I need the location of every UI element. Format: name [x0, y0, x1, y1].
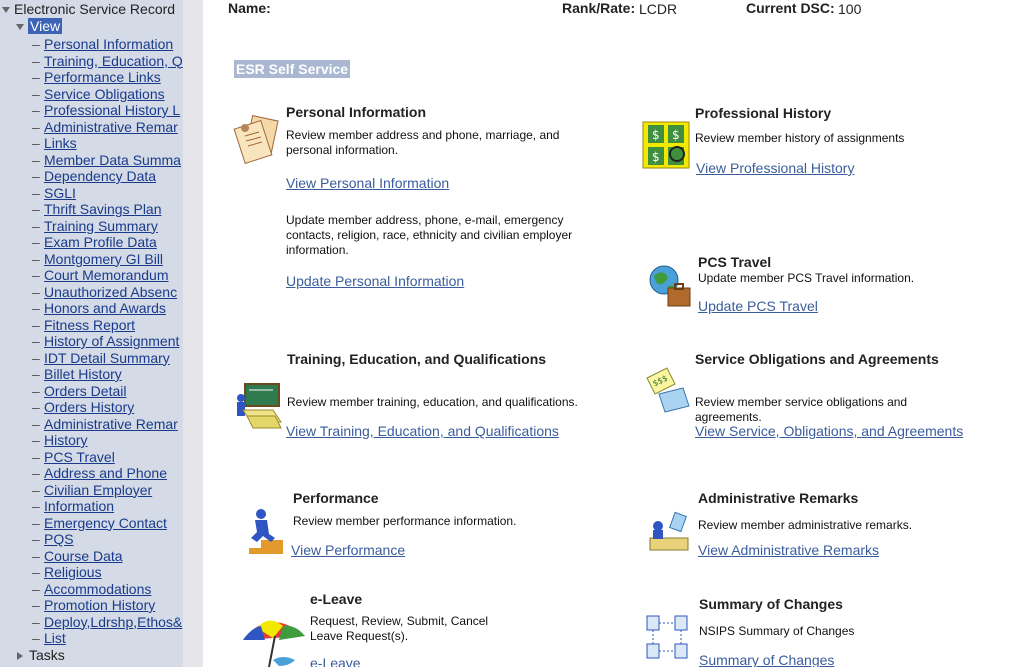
sidebar-item-link[interactable]: Billet History [44, 366, 122, 382]
sidebar-item-link[interactable]: IDT Detail Summary [44, 349, 170, 366]
update-pcs-travel-link[interactable]: Update PCS Travel [698, 298, 818, 314]
sidebar-item-link[interactable]: Training, Education, Q [44, 52, 183, 69]
rank-label: Rank/Rate: [562, 0, 636, 16]
e-leave-title: e-Leave [310, 591, 363, 607]
training-education-icon [233, 380, 283, 434]
svg-text:$$$: $$$ [651, 373, 670, 389]
sidebar-item[interactable] [32, 498, 183, 515]
sidebar-item[interactable] [32, 432, 183, 449]
sidebar-item-link[interactable]: Emergency Contact [44, 514, 167, 531]
sidebar-item[interactable] [32, 201, 183, 218]
service-obligations-description: Review member service obligations and agreements. [695, 395, 908, 424]
tree-node-tasks-label: Tasks [29, 647, 65, 663]
sidebar-item[interactable] [32, 168, 183, 185]
sidebar-item-link[interactable]: Exam Profile Data [44, 234, 157, 250]
sidebar-item-link[interactable]: Civilian Employer [44, 481, 153, 498]
administrative-remarks-description: Review member administrative remarks. [698, 518, 913, 532]
sidebar-item[interactable] [32, 383, 183, 400]
view-administrative-remarks-link[interactable]: View Administrative Remarks [698, 542, 880, 558]
svg-text:$: $ [652, 150, 660, 164]
sidebar-item-link[interactable]: Training Summary [44, 217, 158, 234]
sidebar-item-link[interactable]: Deploy,Ldrshp,Ethos& [44, 613, 183, 630]
sidebar-item-link[interactable]: Promotion History [44, 597, 156, 613]
sidebar-item-link[interactable]: Information [44, 498, 115, 514]
sidebar-item-link[interactable]: Links [44, 135, 77, 151]
sidebar-item[interactable] [32, 614, 183, 631]
summary-of-changes-description: NSIPS Summary of Changes [699, 624, 855, 638]
sidebar-item-link[interactable]: Orders Detail [44, 382, 127, 399]
expand-triangle-icon[interactable] [16, 24, 24, 30]
performance-climbing-figure-icon [243, 508, 285, 556]
sidebar-item-link[interactable]: List [44, 630, 66, 646]
update-personal-information-link[interactable]: Update Personal Information [286, 273, 465, 289]
sidebar-item[interactable] [32, 548, 183, 565]
sidebar-item-link[interactable]: Professional History L [44, 102, 181, 118]
pcs-travel-description: Update member PCS Travel information. [698, 271, 915, 285]
view-personal-information-link[interactable]: View Personal Information [286, 175, 450, 191]
sidebar-item-link[interactable]: Thrift Savings Plan [44, 201, 162, 217]
sidebar-item[interactable] [32, 218, 183, 235]
sidebar-item[interactable] [32, 416, 183, 433]
view-service-obligations-agreements-link[interactable]: View Service, Obligations, and Agreements [695, 423, 964, 439]
sidebar-item-link[interactable]: Religious [44, 564, 102, 580]
sidebar-item[interactable] [32, 300, 183, 317]
sidebar-item[interactable] [32, 36, 183, 53]
current-dsc-label: Current DSC: [746, 0, 835, 16]
sidebar-item[interactable] [32, 119, 183, 136]
page-title: ESR Self Service [236, 61, 349, 77]
expand-triangle-icon[interactable] [2, 7, 10, 13]
service-obligations-document-icon [643, 364, 693, 414]
sidebar-item[interactable] [32, 135, 183, 152]
main-content [203, 0, 1023, 667]
sidebar-item-link[interactable]: PQS [44, 531, 74, 547]
sidebar-item[interactable] [32, 515, 183, 532]
personal-info-title: Personal Information [286, 104, 427, 120]
sidebar-item-link[interactable]: Dependency Data [44, 168, 157, 184]
sidebar-item-link[interactable]: Unauthorized Absenc [44, 283, 178, 300]
tree-root-electronic-service-record[interactable] [2, 1, 175, 17]
tree-node-view[interactable] [16, 18, 62, 34]
personal-info-description: Review member address and phone, marriage, and personal information. [286, 128, 560, 157]
tree-root-label: Electronic Service Record [14, 1, 176, 17]
sidebar-item[interactable] [32, 317, 183, 334]
view-performance-link[interactable]: View Performance [291, 542, 406, 558]
sidebar-item-link[interactable]: Honors and Awards [44, 300, 166, 316]
sidebar-item[interactable] [32, 267, 183, 284]
sidebar-item[interactable] [32, 234, 183, 251]
professional-history-title: Professional History [695, 105, 832, 121]
pcs-travel-globe-luggage-icon [646, 262, 694, 310]
collapse-triangle-icon[interactable] [17, 652, 23, 660]
sidebar-item[interactable] [32, 564, 183, 581]
administrative-remarks-desk-icon [644, 508, 692, 556]
sidebar-item-link[interactable]: Performance Links [44, 69, 161, 85]
sidebar-link-list [32, 36, 183, 647]
performance-description: Review member performance information. [293, 514, 517, 528]
summary-of-changes-title: Summary of Changes [699, 596, 843, 612]
e-leave-link[interactable]: e-Leave [310, 655, 361, 667]
sidebar-item-link[interactable]: Court Memorandum [44, 267, 169, 283]
training-title: Training, Education, and Qualifications [287, 351, 547, 367]
sidebar-item-link[interactable]: History of Assignment [44, 333, 180, 349]
sidebar-item[interactable] [32, 152, 183, 169]
view-training-education-qualifications-link[interactable]: View Training, Education, and Qualifications [286, 423, 559, 439]
sidebar-item-link[interactable]: Administrative Remar [44, 118, 178, 135]
summary-of-changes-icon [643, 612, 691, 662]
sidebar-item[interactable] [32, 86, 183, 103]
e-leave-beach-umbrella-icon [239, 610, 311, 667]
sidebar-item[interactable] [32, 251, 183, 268]
sidebar-item[interactable] [32, 185, 183, 202]
sidebar-item-link[interactable]: Personal Information [44, 36, 174, 52]
professional-history-icon [641, 118, 691, 170]
sidebar-item-link[interactable]: Member Data Summa [44, 151, 181, 168]
sidebar-item[interactable] [32, 399, 183, 416]
sidebar-item[interactable] [32, 482, 183, 499]
sidebar-item-link[interactable]: Accommodations [44, 580, 152, 597]
sidebar-item-link[interactable]: Service Obligations [44, 85, 165, 102]
training-description: Review member training, education, and qualifications. [287, 395, 578, 409]
tree-node-view-label: View [30, 18, 61, 34]
current-dsc-value: 100 [838, 1, 862, 17]
sidebar-item-link[interactable]: SGLI [44, 184, 76, 201]
sidebar-navigation [0, 0, 183, 667]
sidebar-item-link[interactable]: History [44, 432, 88, 448]
sidebar-item-link[interactable]: Fitness Report [44, 316, 136, 333]
sidebar-item-link[interactable]: Administrative Remar [44, 415, 178, 432]
sidebar-item[interactable] [32, 53, 183, 70]
sidebar-item-link[interactable]: Montgomery GI Bill [44, 250, 164, 267]
sidebar-item[interactable] [32, 284, 183, 301]
tree-node-tasks[interactable] [17, 647, 65, 663]
sidebar-divider[interactable] [183, 0, 203, 667]
sidebar-item[interactable] [32, 597, 183, 614]
sidebar-item[interactable] [32, 581, 183, 598]
svg-text:$: $ [652, 128, 660, 142]
svg-text:$: $ [672, 128, 680, 142]
name-label: Name: [228, 0, 271, 16]
sidebar-item[interactable] [32, 449, 183, 466]
sidebar-item[interactable] [32, 69, 183, 86]
sidebar-item[interactable] [32, 366, 183, 383]
update-personal-info-description: Update member address, phone, e-mail, emergency contacts, religion, race, ethnicity and civilian employer information. [286, 213, 573, 257]
view-professional-history-link[interactable]: View Professional History [696, 160, 855, 176]
pcs-travel-title: PCS Travel [698, 254, 772, 270]
performance-title: Performance [293, 490, 379, 506]
sidebar-item-link[interactable]: Orders History [44, 399, 135, 415]
sidebar-item-link[interactable]: Course Data [44, 547, 123, 564]
professional-history-description: Review member history of assignments [695, 131, 905, 145]
e-leave-description: Request, Review, Submit, Cancel Leave Request(s). [310, 614, 489, 643]
sidebar-item[interactable] [32, 465, 183, 482]
sidebar-item[interactable] [32, 350, 183, 367]
administrative-remarks-title: Administrative Remarks [698, 490, 859, 506]
sidebar-item[interactable] [32, 531, 183, 548]
sidebar-item[interactable] [32, 102, 183, 119]
summary-of-changes-link[interactable]: Summary of Changes [699, 652, 835, 667]
personal-info-documents-icon [233, 114, 281, 166]
sidebar-item[interactable] [32, 333, 183, 350]
sidebar-item-link[interactable]: PCS Travel [44, 448, 115, 465]
rank-value: LCDR [639, 1, 678, 17]
service-obligations-title: Service Obligations and Agreements [695, 351, 939, 367]
sidebar-item-link[interactable]: Address and Phone [44, 465, 167, 481]
sidebar-item[interactable] [32, 630, 183, 647]
